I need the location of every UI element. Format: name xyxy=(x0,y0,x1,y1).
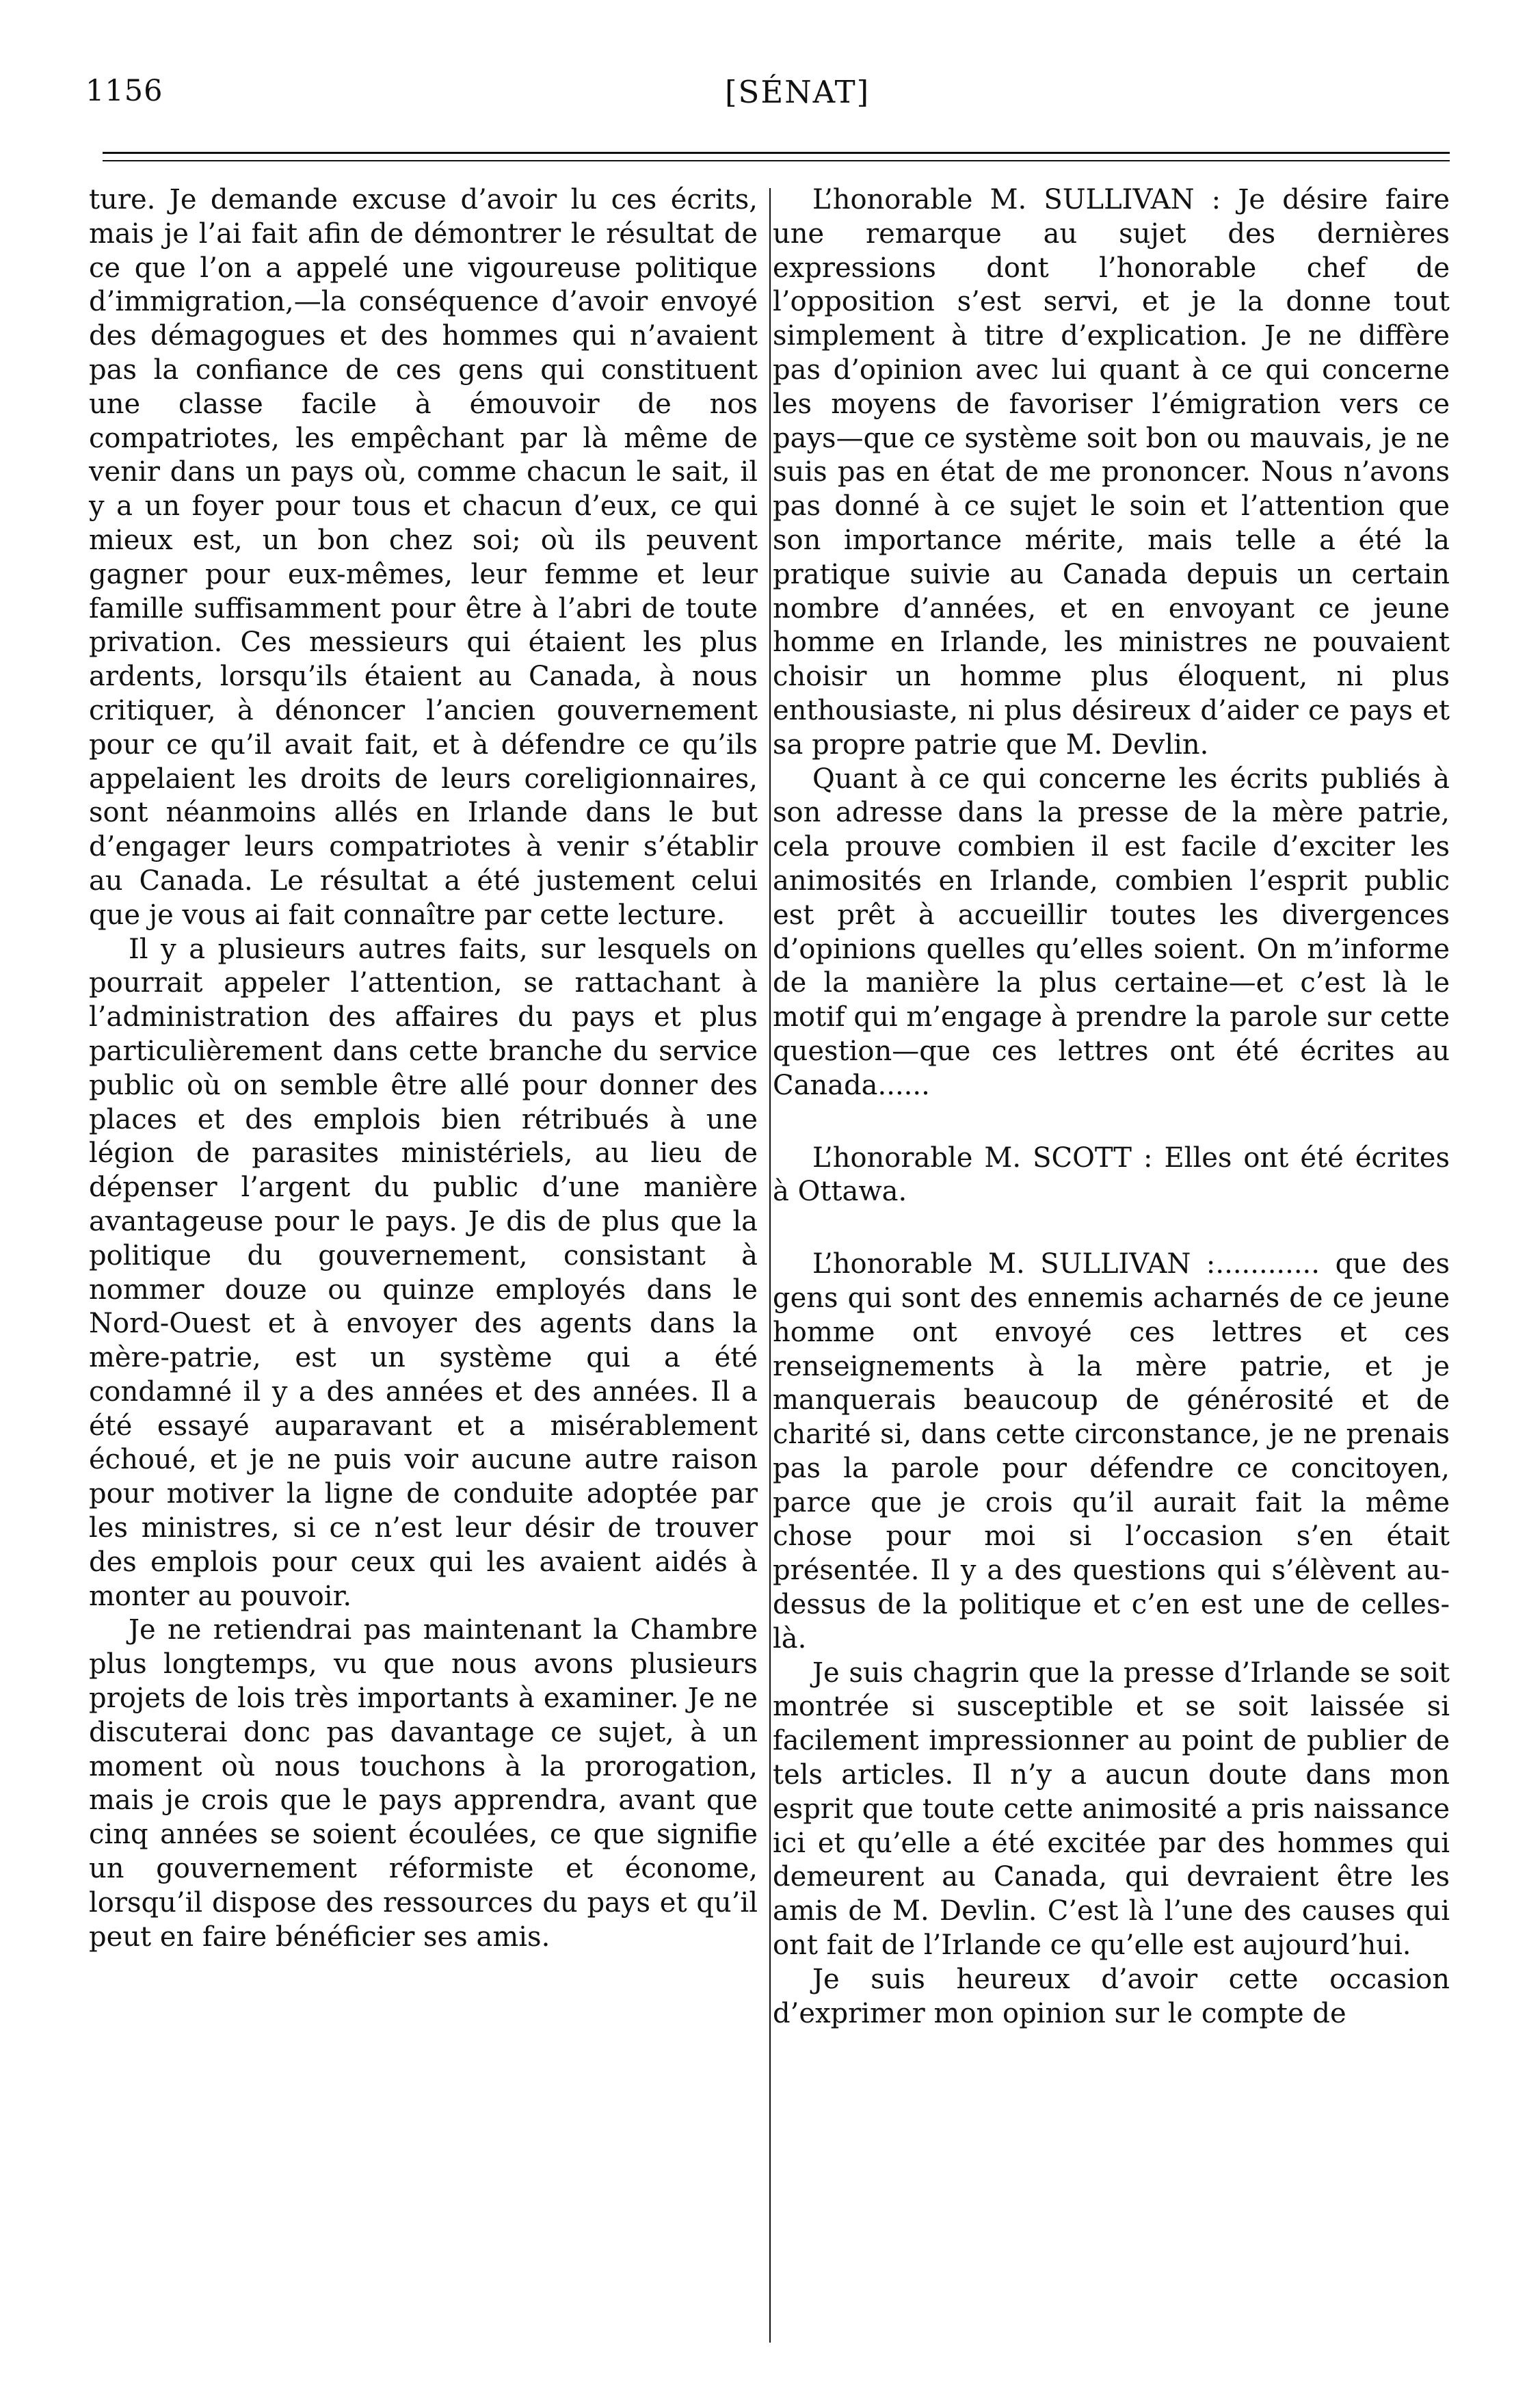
speech-sullivan-2-paragraph-2: Je suis chagrin que la presse d’Irlande se soit montrée si susceptible et se soit laissée si facilement impressionner au point de publier de tels articles. Il n’y a aucun doute dans mon esprit que toute cette animosité a pris naissance ici et qu’elle a été excitée par des hommes qui demeurent au Canada, qui devraient être les amis de M. Devlin. C’est là l’une des causes qui ont fait de l’Irlande ce qu’elle est aujourd’hui. xyxy=(773,1657,1450,1962)
right-column xyxy=(773,183,1450,2031)
left-paragraph-1: ture. Je demande excuse d’avoir lu ces écrits, mais je l’ai fait afin de démontrer le résultat de ce que l’on a appelé une vigoureuse politique d’immigration,—la conséquence d’avoir envoyé des démagogues et des hommes qui n’avaient pas la confiance de ces gens qui constituent une classe facile à émouvoir de nos compatriotes, les empêchant par là même de venir dans un pays où, comme chacun le sait, il y a un foyer pour tous et chacun d’eux, ce qui mieux est, un bon chez soi; où ils peuvent gagner pour eux-mêmes, leur femme et leur famille suffisamment pour être à l’abri de toute privation. Ces messieurs qui étaient les plus ardents, lorsqu’ils étaient au Canada, à nous critiquer, à dénoncer l’ancien gouvernement pour ce qu’il avait fait, et à défendre ce qu’ils appelaient les droits de leurs coreligionnaires, sont néanmoins allés en Irlande dans le but d’engager leurs compatriotes à venir s’établir au Canada. Le résultat a été justement celui que je vous ai fait connaître par cette lecture. xyxy=(89,184,758,931)
left-column xyxy=(89,183,758,1954)
header-rule-bottom xyxy=(103,160,1450,161)
speech-sullivan-2-paragraph-3: Je suis heureux d’avoir cette occasion d’exprimer mon opinion sur le compte de xyxy=(773,1963,1450,2029)
left-paragraph-3: Je ne retiendrai pas maintenant la Chambre plus longtemps, vu que nous avons plusieurs projets de lois très importants à examiner. Je ne discuterai donc pas davantage ce sujet, à un moment où nous touchons à la prorogation, mais je crois que le pays apprendra, avant que cinq années se soient écoulées, ce que signifie un gouvernement réformiste et économe, lorsqu’il dispose des ressources du pays et qu’il peut en faire bénéficier ses amis. xyxy=(89,1614,758,1953)
header-rule-top xyxy=(103,152,1450,154)
speaker-sullivan: L’honorable M. SULLIVAN :............ xyxy=(812,1248,1320,1280)
speech-sullivan-1 xyxy=(773,183,1450,763)
speech-scott xyxy=(773,1142,1450,1210)
speech-text: que des gens qui sont des ennemis acharnés de ce jeune homme ont envoyé ces lettres et ces renseignements à la mère patrie, et je manquerais beaucoup de générosité et de charité si, dans cette circonstance, je ne prenais pas la parole pour défendre ce concitoyen, parce que je crois qu’il aurait fait la même chose pour moi si l’occasion s’en était présentée. Il y a des questions qui s’élèvent au-dessus de la politique et c’en est une de celles-là. xyxy=(773,1248,1450,1655)
speech-text: Je désire faire une remarque au sujet des dernières expressions dont l’honorable chef de l’opposition s’est servi, et je la donne tout simplement à titre d’explication. Je ne diffère pas d’opinion avec lui quant à ce qui concerne les moyens de favoriser l’émigration vers ce pays—que ce système soit bon ou mauvais, je ne suis pas en état de me prononcer. Nous n’avons pas donné à ce sujet le soin et l’attention que son importance mérite, mais telle a été la pratique suivie au Canada depuis un certain nombre d’années, et en envoyant ce jeune homme en Irlande, les ministres ne pouvaient choisir un homme plus éloquent, ni plus enthousiaste, ni plus désireux d’aider ce pays et sa propre patrie que M. Devlin. xyxy=(773,184,1450,761)
speech-sullivan-2 xyxy=(773,1248,1450,1657)
page-number: 1156 xyxy=(85,74,163,108)
running-head: [SÉNAT] xyxy=(725,74,871,110)
speech-sullivan-1-paragraph-2: Quant à ce qui concerne les écrits publiés à son adresse dans la presse de la mère patrie, cela prouve combien il est facile d’exciter les animosités en Irlande, combien l’esprit public est prêt à accueillir toutes les divergences d’opinions quelles qu’elles soient. On m’informe de la manière la plus certaine—et c’est là le motif qui m’engage à prendre la parole sur cette question—que ces lettres ont été écrites au Canada...... xyxy=(773,763,1450,1101)
speaker-sullivan: L’honorable M. SULLIVAN : xyxy=(812,184,1221,215)
column-divider xyxy=(769,188,771,2343)
left-paragraph-2: Il y a plusieurs autres faits, sur lesquels on pourrait appeler l’attention, se rattachant à l’administration des affaires du pays et plus particulièrement dans cette branche du service public où on semble être allé pour donner des places et des emplois bien rétribués à une légion de parasites ministériels, au lieu de dépenser l’argent du public d’une manière avantageuse pour le pays. Je dis de plus que la politique du gouvernement, consistant à nommer douze ou quinze employés dans le Nord-Ouest et à envoyer des agents dans la mère-patrie, est un système qui a été condamné il y a des années et des années. Il a été essayé auparavant et a misérablement échoué, et je ne puis voir aucune autre raison pour motiver la ligne de conduite adoptée par les ministres, si ce n’est leur désir de trouver des emplois pour ceux qui les avaient aidés à monter au pouvoir. xyxy=(89,933,758,1612)
speech-text: Elles ont été écrites à Ottawa. xyxy=(773,1142,1450,1208)
speaker-scott: L’honorable M. SCOTT : xyxy=(812,1142,1153,1174)
